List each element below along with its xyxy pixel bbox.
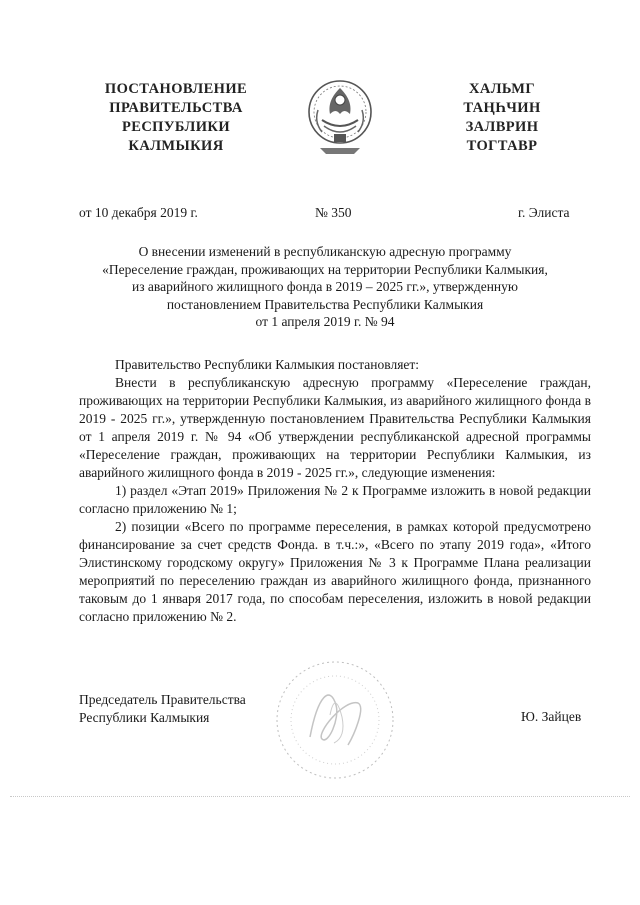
scan-artifact-divider <box>10 796 630 797</box>
body-paragraph: 2) позиции «Всего по программе переселения, в рамках которой предусмотрено финансирование за счет средств Фонда. в т.ч.:», «Всего по этапу 2019 года», «Итого Элистинскому городскому округу» Приложения № 3 к Программе Плана реализации мероприятий по переселению граждан из аварийного жилищного фонда, признанного таковым до 1 января 2017 года, по способам переселения, изложить в новой редакции согласно приложению № 2. <box>79 519 591 624</box>
kalmykia-emblem-icon <box>304 70 376 162</box>
subject-line: от 1 апреля 2019 г. № 94 <box>255 314 395 329</box>
document-date: от 10 декабря 2019 г. <box>79 205 198 220</box>
subject-line: из аварийного жилищного фонда в 2019 – 2025 гг.», утвержденную <box>132 279 518 294</box>
issuer-line: ХАЛЬМГ <box>468 81 536 97</box>
signature-stamp-icon <box>270 655 400 785</box>
subject-line: постановлением Правительства Республики Калмыкия <box>166 296 484 312</box>
subject-line: «Переселение граждан, проживающих на территории Республики Калмыкия, <box>102 261 548 277</box>
signatory-title <box>79 691 246 727</box>
signatory-title-line: Председатель Правительства <box>79 692 246 707</box>
document-city: г. Элиста <box>518 205 570 220</box>
body-paragraph: Внести в республиканскую адресную программу «Переселение граждан, проживающих на территории Республики Калмыкия, из аварийного жилищного фонда в 2019 - 2025 гг.», утвержденную постановлением Правительства Республики Калмыкия от 1 апреля 2019 г. № 94 «Об утверждении республиканской адресной программы «Переселение граждан, проживающих на территории Республики Калмыкия, из аварийного жилищного фонда в 2019 - 2025 гг.», следующие изменения: <box>79 375 591 480</box>
issuer-line: КАЛМЫКИЯ <box>128 138 224 154</box>
issuer-line: ЗАЛВРИН <box>465 119 539 135</box>
body-paragraph: 1) раздел «Этап 2019» Приложения № 2 к Программе изложить в новой редакции согласно приложению № 1; <box>79 483 591 516</box>
issuer-line: РЕСПУБЛИКИ <box>121 119 231 135</box>
subject-line: О внесении изменений в республиканскую адресную программу <box>138 244 512 259</box>
body-paragraph: Правительство Республики Калмыкия постановляет: <box>115 357 420 372</box>
document-body <box>79 356 591 626</box>
issuer-title-russian <box>88 80 264 156</box>
document-subject <box>70 243 580 331</box>
issuer-line: ПОСТАНОВЛЕНИЕ <box>104 81 248 97</box>
document-number: № 350 <box>315 205 352 220</box>
issuer-line: ТАҢҺЧИН <box>463 100 541 116</box>
issuer-line: ПРАВИТЕЛЬСТВА <box>109 100 243 116</box>
issuer-line: ТОГТАВР <box>466 138 538 154</box>
signatory-name: Ю. Зайцев <box>521 709 582 724</box>
signatory-title-line: Республики Калмыкия <box>79 710 210 725</box>
issuer-title-kalmyk <box>454 80 550 156</box>
